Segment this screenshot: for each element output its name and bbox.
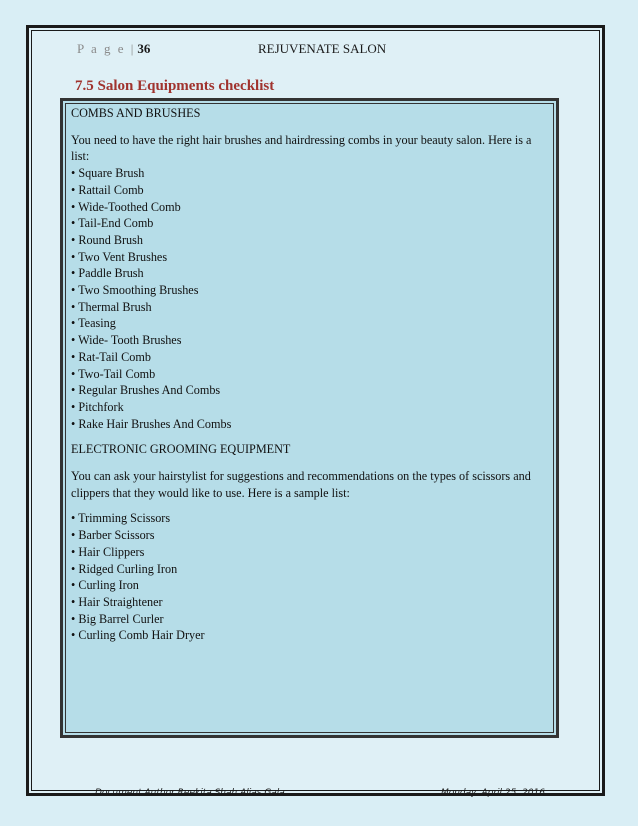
- list-item: • Rat-Tail Comb: [71, 349, 151, 364]
- list-item: • Round Brush: [71, 232, 143, 247]
- combs-intro: You need to have the right hair brushes and hairdressing combs in your beauty salon. Here is a list:: [71, 132, 532, 164]
- page-frame: [26, 25, 605, 796]
- list-item: • Hair Straightener: [71, 594, 163, 609]
- list-item: • Two Smoothing Brushes: [71, 283, 199, 298]
- footer-author: Document Author Reekita Shah Alias Gala: [95, 788, 285, 798]
- list-item: • Hair Clippers: [71, 544, 145, 559]
- list-item: • Trimming Scissors: [71, 511, 171, 526]
- page-label: P a g e | 36: [77, 41, 151, 56]
- combs-list: [71, 165, 549, 432]
- checklist-box: [60, 98, 559, 738]
- section-title: 7.5 Salon Equipments checklist: [75, 78, 275, 94]
- electronic-list: [71, 510, 549, 644]
- page-header: [77, 41, 577, 59]
- list-item: • Wide- Tooth Brushes: [71, 333, 182, 348]
- list-item: • Two-Tail Comb: [71, 366, 156, 381]
- list-item: • Regular Brushes And Combs: [71, 383, 221, 398]
- list-item: • Pitchfork: [71, 399, 124, 414]
- list-item: • Rake Hair Brushes And Combs: [71, 416, 232, 431]
- page-footer: [95, 788, 545, 802]
- header-title: REJUVENATE SALON: [258, 41, 387, 56]
- list-item: • Teasing: [71, 316, 116, 331]
- list-item: • Paddle Brush: [71, 266, 144, 281]
- list-item: • Square Brush: [71, 166, 145, 181]
- list-item: • Ridged Curling Iron: [71, 561, 178, 576]
- list-item: • Barber Scissors: [71, 528, 155, 543]
- list-item: • Big Barrel Curler: [71, 611, 164, 626]
- list-item: • Tail-End Comb: [71, 216, 154, 231]
- list-item: • Thermal Brush: [71, 299, 152, 314]
- electronic-heading: ELECTRONIC GROOMING EQUIPMENT: [71, 442, 291, 457]
- list-item: • Curling Comb Hair Dryer: [71, 628, 205, 643]
- footer-date: Monday, April 25, 2016: [440, 788, 545, 798]
- electronic-intro: You can ask your hairstylist for suggestions and recommendations on the types of scissors and clippers that they would like to use. Here is a sample list:: [71, 469, 531, 500]
- list-item: • Wide-Toothed Comb: [71, 199, 181, 214]
- list-item: • Curling Iron: [71, 578, 139, 593]
- combs-heading: COMBS AND BRUSHES: [71, 106, 201, 120]
- page-number: 36: [137, 41, 151, 56]
- list-item: • Rattail Comb: [71, 182, 144, 197]
- list-item: • Two Vent Brushes: [71, 249, 168, 264]
